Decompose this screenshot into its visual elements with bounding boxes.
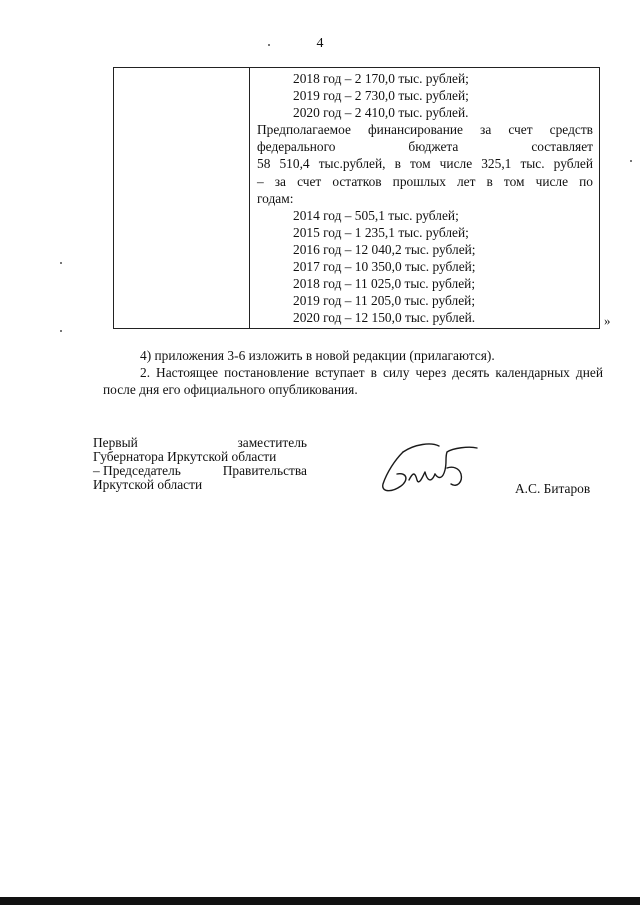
budget-line: 2016 год – 12 040,2 тыс. рублей; xyxy=(293,241,476,257)
scan-mark xyxy=(60,262,62,264)
signer-name: А.С. Битаров xyxy=(515,481,591,496)
table-row xyxy=(114,68,600,329)
budget-table xyxy=(113,67,600,329)
budget-line: 2019 год – 2 730,0 тыс. рублей; xyxy=(293,88,469,104)
signatory-title-line: заместитель xyxy=(237,435,307,450)
signatory-title xyxy=(93,436,307,492)
closing-quote: » xyxy=(604,313,611,328)
budget-line: 2020 год – 12 150,0 тыс. рублей. xyxy=(293,310,476,326)
budget-line: 2019 год – 11 205,0 тыс. рублей; xyxy=(293,293,476,309)
signatory-title-line: Губернатора Иркутской области xyxy=(93,449,277,464)
budget-line: 2018 год – 11 025,0 тыс. рублей; xyxy=(293,276,476,292)
budget-line: 2017 год – 10 350,0 тыс. рублей; xyxy=(293,259,476,275)
scan-mark xyxy=(630,160,632,162)
signatory-title-line: Правительства xyxy=(222,463,307,478)
table-left-cell xyxy=(114,68,250,329)
signatory-title-line: – Председатель xyxy=(93,463,181,478)
signatory-title-line: Иркутской области xyxy=(93,477,203,492)
scan-mark xyxy=(268,44,270,46)
signatory-title-line: Первый xyxy=(93,435,138,450)
table-right-cell xyxy=(250,68,600,329)
funding-paragraph-line: – за счет остатков прошлых лет в том числе по xyxy=(257,173,593,189)
handwritten-signature xyxy=(373,438,483,498)
scan-mark xyxy=(60,330,62,332)
funding-paragraph-line: годам: xyxy=(257,190,294,206)
page-number: 4 xyxy=(316,36,324,51)
funding-paragraph-line: 58 510,4 тыс.рублей, в том числе 325,1 тыс. рублей xyxy=(257,156,593,172)
budget-line: 2015 год – 1 235,1 тыс. рублей; xyxy=(293,224,469,240)
item-2-text: 2. Настоящее постановление вступает в силу через десять календарных дней после дня его официального опубликования. xyxy=(103,365,603,397)
item-4-text: 4) приложения 3-6 изложить в новой редакции (прилагаются). xyxy=(140,348,495,363)
funding-paragraph-line: Предполагаемое финансирование за счет средств xyxy=(257,122,593,138)
budget-line: 2014 год – 505,1 тыс. рублей; xyxy=(293,207,459,223)
scan-edge-bar xyxy=(0,897,640,905)
budget-line: 2018 год – 2 170,0 тыс. рублей; xyxy=(293,71,469,86)
funding-paragraph-line: федерального бюджета составляет xyxy=(257,139,593,155)
budget-line: 2020 год – 2 410,0 тыс. рублей. xyxy=(293,105,469,121)
